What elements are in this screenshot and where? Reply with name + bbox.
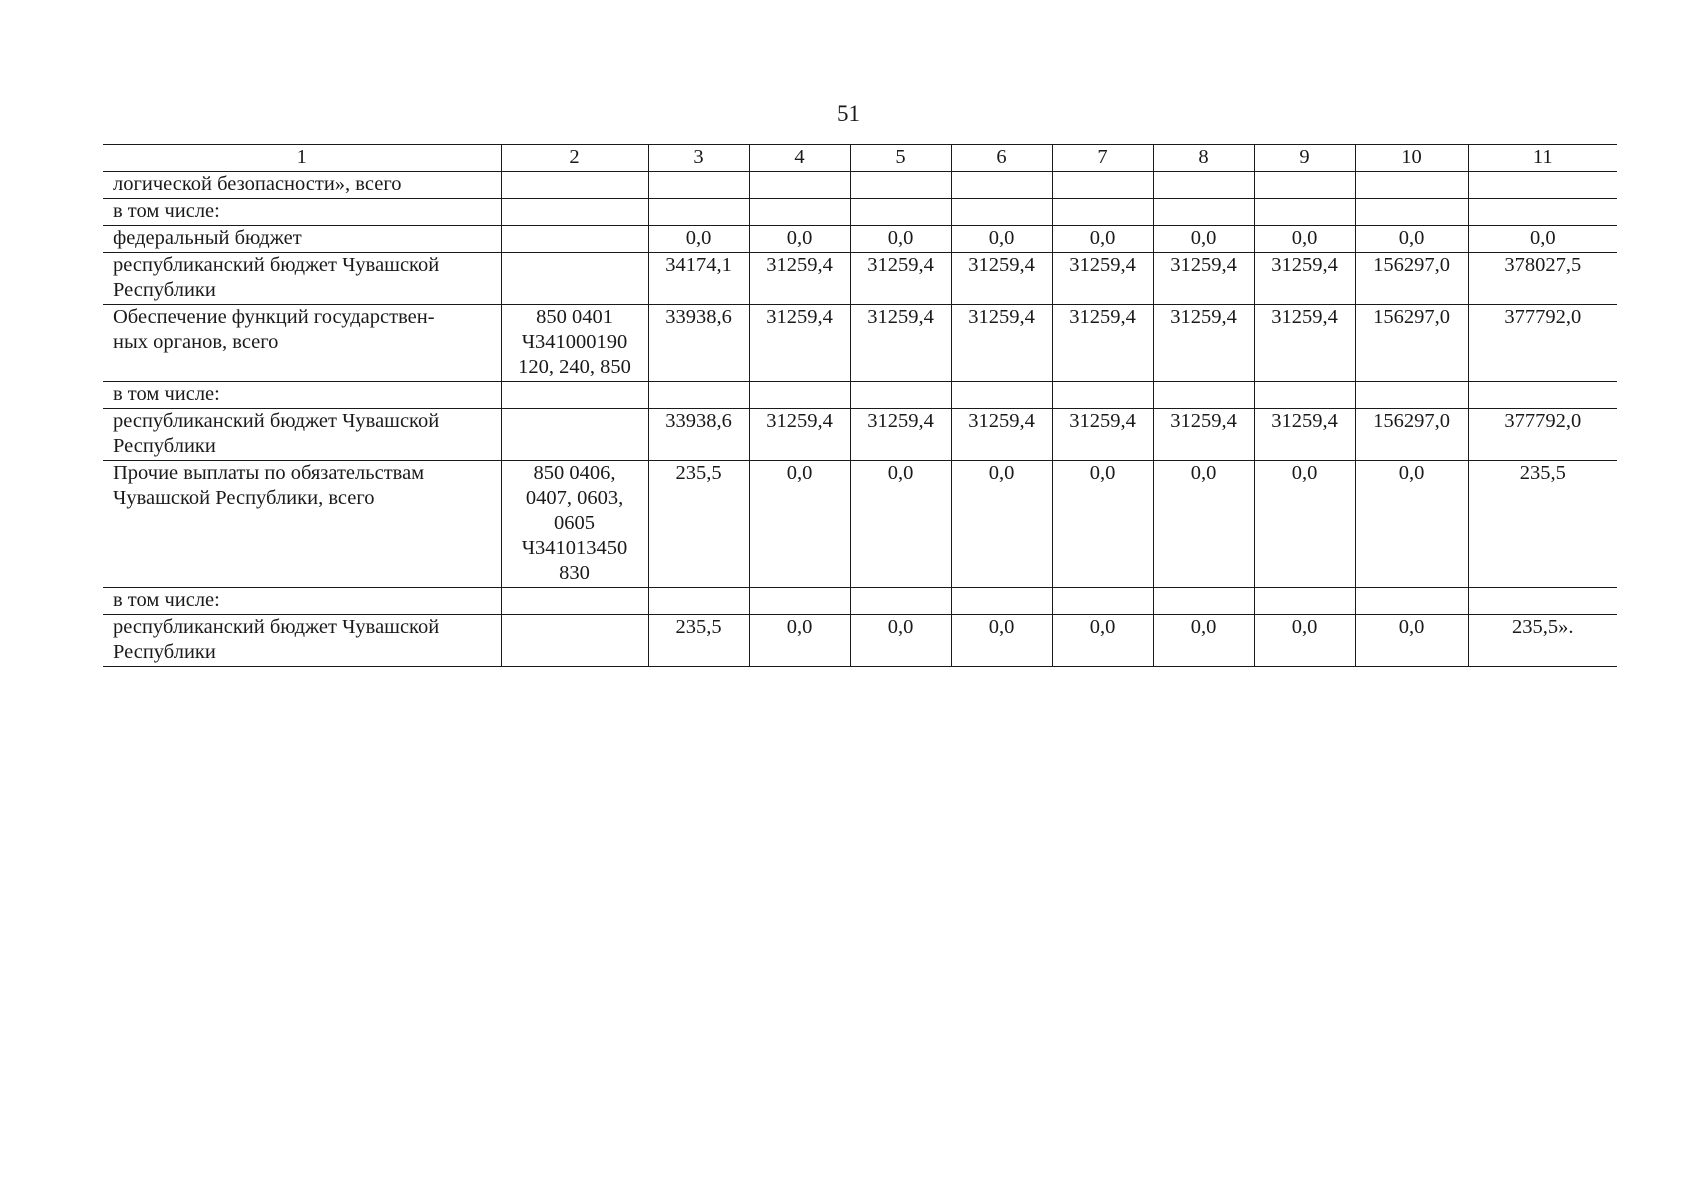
value-cell	[1254, 172, 1355, 199]
budget-code-cell	[501, 226, 648, 253]
budget-code-cell	[501, 615, 648, 667]
value-cell: 31259,4	[1153, 305, 1254, 382]
table-row	[103, 615, 1617, 667]
budget-code-line: 850 0406,	[533, 462, 616, 484]
value-cell	[749, 382, 850, 409]
row-name-line: логической безопасности», всего	[113, 173, 402, 195]
budget-code-cell	[501, 588, 648, 615]
table-row	[103, 199, 1617, 226]
value-cell: 0,0	[1153, 615, 1254, 667]
row-name-line: Республики	[113, 435, 216, 457]
value-cell: 0,0	[1052, 615, 1153, 667]
value-cell	[648, 382, 749, 409]
value-cell: 0,0	[749, 226, 850, 253]
value-cell	[1355, 382, 1468, 409]
value-cell	[648, 199, 749, 226]
value-cell: 0,0	[648, 226, 749, 253]
value-cell: 31259,4	[850, 305, 951, 382]
row-name-line: федеральный бюджет	[113, 227, 302, 249]
value-cell: 31259,4	[1254, 253, 1355, 305]
budget-code-line: Ч341000190	[521, 331, 628, 353]
value-cell	[749, 199, 850, 226]
row-name-line: в том числе:	[113, 383, 220, 405]
row-name-line: Республики	[113, 641, 216, 663]
column-header: 9	[1254, 145, 1355, 172]
value-cell	[951, 382, 1052, 409]
value-cell	[1052, 588, 1153, 615]
table-row	[103, 226, 1617, 253]
budget-code-cell	[501, 305, 648, 382]
value-cell: 235,5».	[1468, 615, 1617, 667]
value-cell: 31259,4	[1153, 409, 1254, 461]
row-name-line: республиканский бюджет Чувашской	[113, 254, 440, 276]
value-cell: 31259,4	[1153, 253, 1254, 305]
value-cell: 0,0	[749, 461, 850, 588]
value-cell: 0,0	[1153, 226, 1254, 253]
value-cell	[1254, 382, 1355, 409]
row-name-cell	[103, 461, 501, 588]
row-name-cell	[103, 199, 501, 226]
value-cell	[1355, 199, 1468, 226]
row-name-cell	[103, 226, 501, 253]
table-row	[103, 305, 1617, 382]
value-cell: 0,0	[1355, 461, 1468, 588]
value-cell: 34174,1	[648, 253, 749, 305]
row-name-cell	[103, 253, 501, 305]
value-cell: 0,0	[1254, 226, 1355, 253]
row-name-line: ных органов, всего	[113, 331, 279, 353]
value-cell	[850, 382, 951, 409]
value-cell	[1254, 199, 1355, 226]
column-header: 6	[951, 145, 1052, 172]
value-cell: 0,0	[1052, 461, 1153, 588]
column-header: 2	[501, 145, 648, 172]
table-row	[103, 588, 1617, 615]
row-name-line: республиканский бюджет Чувашской	[113, 616, 440, 638]
budget-code-cell	[501, 172, 648, 199]
row-name-line: Республики	[113, 279, 216, 301]
value-cell: 0,0	[1254, 461, 1355, 588]
value-cell	[1153, 588, 1254, 615]
value-cell: 0,0	[951, 615, 1052, 667]
budget-code-line: 0407, 0603,	[525, 487, 624, 509]
value-cell: 31259,4	[850, 253, 951, 305]
value-cell: 31259,4	[951, 253, 1052, 305]
budget-code-line: 0605	[554, 512, 595, 534]
value-cell	[1153, 172, 1254, 199]
column-header: 7	[1052, 145, 1153, 172]
value-cell: 31259,4	[1052, 305, 1153, 382]
value-cell	[749, 588, 850, 615]
row-name-line: в том числе:	[113, 200, 220, 222]
value-cell: 0,0	[951, 461, 1052, 588]
column-header: 1	[103, 145, 501, 172]
value-cell: 31259,4	[951, 305, 1052, 382]
value-cell	[1468, 588, 1617, 615]
value-cell: 0,0	[1468, 226, 1617, 253]
value-cell: 235,5	[1468, 461, 1617, 588]
budget-code-cell	[501, 409, 648, 461]
column-header: 11	[1468, 145, 1617, 172]
value-cell: 31259,4	[1052, 253, 1153, 305]
value-cell: 31259,4	[1254, 409, 1355, 461]
table-body	[103, 145, 1617, 667]
value-cell: 31259,4	[951, 409, 1052, 461]
budget-code-line: 850 0401	[536, 306, 613, 328]
value-cell	[1355, 588, 1468, 615]
row-name-line: Обеспечение функций государствен-	[113, 306, 435, 328]
value-cell: 0,0	[1355, 615, 1468, 667]
value-cell	[648, 588, 749, 615]
row-name-cell	[103, 615, 501, 667]
row-name-cell	[103, 409, 501, 461]
table-row	[103, 409, 1617, 461]
budget-code-cell	[501, 382, 648, 409]
row-name-line: в том числе:	[113, 589, 220, 611]
table-row	[103, 172, 1617, 199]
row-name-line: Чувашской Республики, всего	[113, 487, 375, 509]
value-cell	[850, 588, 951, 615]
row-name-cell	[103, 588, 501, 615]
value-cell: 378027,5	[1468, 253, 1617, 305]
value-cell: 156297,0	[1355, 305, 1468, 382]
value-cell: 0,0	[850, 226, 951, 253]
value-cell	[1468, 172, 1617, 199]
value-cell	[1153, 199, 1254, 226]
value-cell: 33938,6	[648, 409, 749, 461]
value-cell: 0,0	[850, 615, 951, 667]
value-cell	[850, 172, 951, 199]
table-row	[103, 253, 1617, 305]
value-cell: 0,0	[1355, 226, 1468, 253]
value-cell	[1355, 172, 1468, 199]
value-cell: 31259,4	[749, 305, 850, 382]
column-header: 8	[1153, 145, 1254, 172]
value-cell	[951, 172, 1052, 199]
budget-table	[103, 144, 1617, 667]
value-cell: 31259,4	[749, 253, 850, 305]
value-cell	[1052, 199, 1153, 226]
budget-code-line: 830	[559, 562, 590, 584]
header-row	[103, 145, 1617, 172]
value-cell	[648, 172, 749, 199]
value-cell: 31259,4	[1254, 305, 1355, 382]
table-row	[103, 382, 1617, 409]
row-name-line: Прочие выплаты по обязательствам	[113, 462, 425, 484]
page-number: 51	[837, 101, 860, 126]
budget-code-cell	[501, 461, 648, 588]
table-row	[103, 461, 1617, 588]
value-cell: 0,0	[1153, 461, 1254, 588]
value-cell: 0,0	[1052, 226, 1153, 253]
value-cell: 156297,0	[1355, 409, 1468, 461]
column-header: 3	[648, 145, 749, 172]
value-cell: 377792,0	[1468, 305, 1617, 382]
row-name-cell	[103, 172, 501, 199]
budget-code-cell	[501, 253, 648, 305]
value-cell	[1052, 382, 1153, 409]
row-name-cell	[103, 382, 501, 409]
value-cell: 33938,6	[648, 305, 749, 382]
row-name-cell	[103, 305, 501, 382]
value-cell	[951, 199, 1052, 226]
value-cell: 235,5	[648, 461, 749, 588]
value-cell: 235,5	[648, 615, 749, 667]
value-cell: 377792,0	[1468, 409, 1617, 461]
value-cell: 31259,4	[1052, 409, 1153, 461]
row-name-line: республиканский бюджет Чувашской	[113, 410, 440, 432]
column-header: 5	[850, 145, 951, 172]
column-header: 4	[749, 145, 850, 172]
value-cell	[1254, 588, 1355, 615]
column-header: 10	[1355, 145, 1468, 172]
value-cell: 0,0	[749, 615, 850, 667]
value-cell: 0,0	[1254, 615, 1355, 667]
budget-code-line: 120, 240, 850	[518, 356, 631, 378]
value-cell	[951, 588, 1052, 615]
budget-code-cell	[501, 199, 648, 226]
value-cell: 156297,0	[1355, 253, 1468, 305]
value-cell	[749, 172, 850, 199]
value-cell: 31259,4	[850, 409, 951, 461]
value-cell: 31259,4	[749, 409, 850, 461]
value-cell	[850, 199, 951, 226]
value-cell	[1468, 382, 1617, 409]
value-cell	[1468, 199, 1617, 226]
value-cell: 0,0	[850, 461, 951, 588]
value-cell: 0,0	[951, 226, 1052, 253]
budget-code-line: Ч341013450	[521, 537, 628, 559]
value-cell	[1153, 382, 1254, 409]
value-cell	[1052, 172, 1153, 199]
